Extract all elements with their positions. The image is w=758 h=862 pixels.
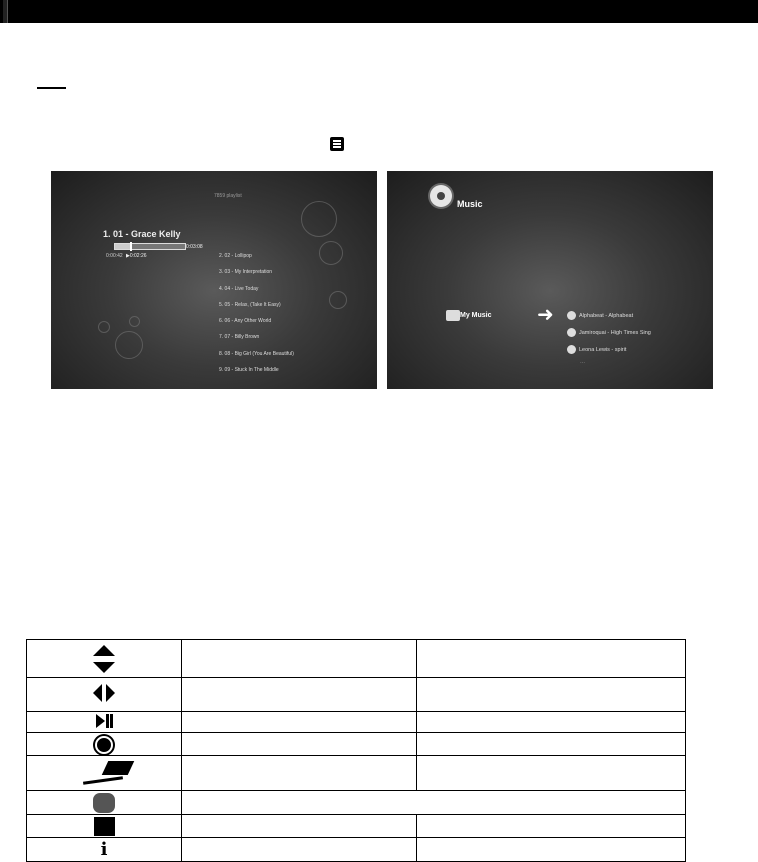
table-cell <box>417 640 686 678</box>
play-pause-icon <box>27 712 182 733</box>
music-disc-icon <box>430 185 452 207</box>
playlist-item: 8. 08 - Big Girl (You Are Beautiful) <box>219 350 294 357</box>
table-cell <box>182 815 417 838</box>
time-current-value: 0:02:26 <box>129 253 147 259</box>
table-cell <box>417 733 686 756</box>
music-file-icon <box>567 328 576 337</box>
time-start: 0:00:42 <box>106 253 123 259</box>
artist-label: Leona Lewis - spirit <box>579 347 627 353</box>
table-cell <box>182 712 417 733</box>
progress-bar <box>114 243 186 250</box>
up-down-arrows-icon <box>27 640 182 678</box>
playlist-item: 2. 02 - Lollipop <box>219 253 252 259</box>
decor-bubble <box>329 291 347 309</box>
table-row <box>27 712 686 733</box>
decor-bubble <box>319 241 343 265</box>
table-row <box>27 838 686 862</box>
pen-icon <box>27 756 182 791</box>
now-playing-screenshot <box>51 171 377 389</box>
more-indicator: ... <box>580 359 586 365</box>
right-arrow-icon: ➜ <box>537 304 554 326</box>
disc-icon <box>27 733 182 756</box>
playlist-item: 7. 07 - Billy Brown <box>219 334 260 341</box>
artist-item <box>567 313 651 330</box>
table-cell <box>417 815 686 838</box>
my-music-label: My Music <box>460 312 492 319</box>
page-header-bar <box>0 0 758 23</box>
table-cell <box>417 838 686 862</box>
table-cell <box>182 756 417 791</box>
music-file-icon <box>567 345 576 354</box>
table-row <box>27 756 686 791</box>
decor-bubble <box>115 331 143 359</box>
table-row <box>27 733 686 756</box>
info-icon: i <box>27 838 182 862</box>
artist-label: Jamiroquai - High Times Sing <box>579 330 651 336</box>
table-row <box>27 815 686 838</box>
rounded-square-icon <box>27 791 182 815</box>
left-right-arrows-icon <box>27 678 182 712</box>
table-cell <box>182 678 417 712</box>
playlist-item: 6. 06 - Any Other World <box>219 318 272 325</box>
folder-icon <box>446 310 460 321</box>
decor-bubble <box>129 316 140 327</box>
music-browser-screenshot <box>387 171 713 389</box>
table-cell <box>182 733 417 756</box>
music-title: Music <box>457 199 483 209</box>
table-cell <box>182 838 417 862</box>
progress-fill <box>115 244 130 249</box>
decor-bubble <box>98 321 110 333</box>
music-file-icon <box>567 311 576 320</box>
table-row <box>27 640 686 678</box>
table-cell <box>417 712 686 733</box>
decor-bubble <box>301 201 337 237</box>
playlist-item: 4. 04 - Live Today <box>219 285 259 292</box>
table-cell <box>417 756 686 791</box>
table-cell <box>417 678 686 712</box>
now-playing-title: 1. 01 - Grace Kelly <box>103 229 181 239</box>
time-total: 0:03:08 <box>186 244 203 250</box>
table-row <box>27 791 686 815</box>
playlist <box>219 253 294 383</box>
artist-list <box>567 313 651 364</box>
playlist-item: 3. 03 - My Interpretation <box>219 269 273 276</box>
square-icon <box>27 815 182 838</box>
list-menu-icon <box>330 137 344 151</box>
progress-marker <box>130 242 132 251</box>
screen-heading: 7859 playlist <box>214 193 242 199</box>
table-cell-merged <box>182 791 686 815</box>
table-cell <box>182 640 417 678</box>
playlist-item: 9. 09 - Stuck In The Middle <box>219 367 279 374</box>
artist-item <box>567 330 651 347</box>
underline-mark <box>37 87 66 89</box>
header-tab-mark <box>3 0 8 23</box>
artist-label: Alphabeat - Alphabeat <box>579 313 634 319</box>
playlist-item: 5. 05 - Relax, (Take It Easy) <box>219 301 281 308</box>
table-row <box>27 678 686 712</box>
key-table <box>26 639 686 862</box>
time-current: ▶0:02:26 <box>126 253 147 259</box>
